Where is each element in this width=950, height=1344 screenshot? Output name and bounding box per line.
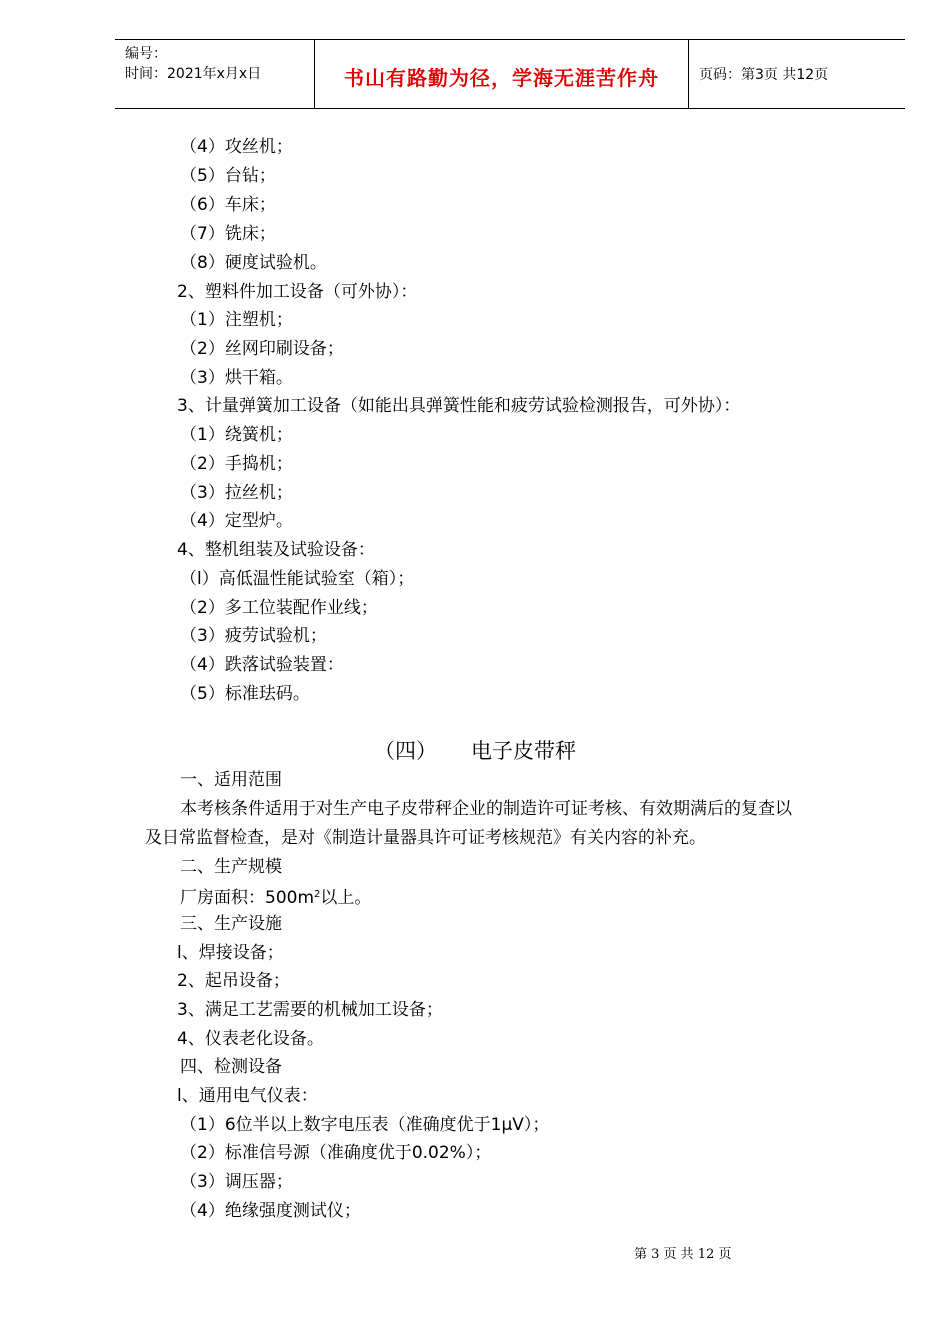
- list-item: l、焊接设备；: [177, 943, 284, 963]
- paragraph-line: 及日常监督检查，是对《制造计量器具许可证考核规范》有关内容的补充。: [145, 828, 706, 848]
- section-name: 电子皮带秤: [471, 739, 576, 763]
- list-item: （2）标准信号源（准确度优于0.02%）；: [180, 1143, 492, 1163]
- list-item: （1）6位半以上数字电压表（准确度优于1μV）；: [180, 1115, 550, 1135]
- list-item: （4）绝缘强度测试仪；: [180, 1201, 361, 1221]
- list-item: （8）硬度试验机。: [180, 253, 327, 273]
- list-heading: l、通用电气仪表：: [177, 1086, 318, 1106]
- list-item: 4、仪表老化设备。: [177, 1029, 324, 1049]
- header-motto: 书山有路勤为径，学海无涯苦作舟: [315, 40, 689, 108]
- area-line: 厂房面积：$500m^2$以上。: [180, 888, 372, 908]
- list-item: （4）跌落试验装置：: [180, 655, 344, 675]
- list-item: （3）烘干箱。: [180, 368, 293, 388]
- list-item: 2、起吊设备；: [177, 971, 290, 991]
- list-item: （2）多工位装配作业线；: [180, 598, 378, 618]
- list-item: （5）标准珐码。: [180, 684, 310, 704]
- section-number: （四）: [374, 739, 437, 763]
- list-item: （1）绕簧机；: [180, 425, 293, 445]
- header-meta: [115, 40, 315, 108]
- list-item: （2）手捣机；: [180, 454, 293, 474]
- list-item: （4）攻丝机；: [180, 137, 293, 157]
- list-heading: 3、计量弹簧加工设备（如能出具弹簧性能和疲劳试验检测报告，可外协）：: [177, 396, 741, 416]
- serial-label: 编号：: [125, 46, 167, 62]
- page-header: [115, 39, 905, 109]
- time-label: 时间：2021年x月x日: [125, 66, 262, 82]
- list-item: （3）拉丝机；: [180, 483, 293, 503]
- list-item: （7）铣床；: [180, 224, 276, 244]
- heading-facilities: 三、生产设施: [180, 914, 282, 934]
- list-item: （l）高低温性能试验室（箱）；: [180, 569, 415, 589]
- list-item: （2）丝网印刷设备；: [180, 339, 344, 359]
- list-heading: 2、塑料件加工设备（可外协）：: [177, 282, 418, 302]
- heading-scale: 二、生产规模: [180, 857, 282, 877]
- page-footer: 第 3 页 共 12 页: [634, 1247, 732, 1262]
- list-item: 3、满足工艺需要的机械加工设备；: [177, 1000, 443, 1020]
- section-title: [0, 736, 950, 766]
- list-item: （4）定型炉。: [180, 511, 293, 531]
- heading-testing: 四、检测设备: [180, 1057, 282, 1077]
- list-item: （3）调压器；: [180, 1172, 293, 1192]
- header-page-label: 页码：第3页 共12页: [699, 67, 829, 83]
- list-item: （1）注塑机；: [180, 310, 293, 330]
- paragraph-line: 本考核条件适用于对生产电子皮带秤企业的制造许可证考核、有效期满后的复查以: [180, 799, 792, 819]
- list-item: （6）车床；: [180, 195, 276, 215]
- list-item: （3）疲劳试验机；: [180, 626, 327, 646]
- heading-scope: 一、适用范围: [180, 770, 282, 790]
- list-item: （5）台钻；: [180, 166, 276, 186]
- list-heading: 4、整机组装及试验设备：: [177, 540, 375, 560]
